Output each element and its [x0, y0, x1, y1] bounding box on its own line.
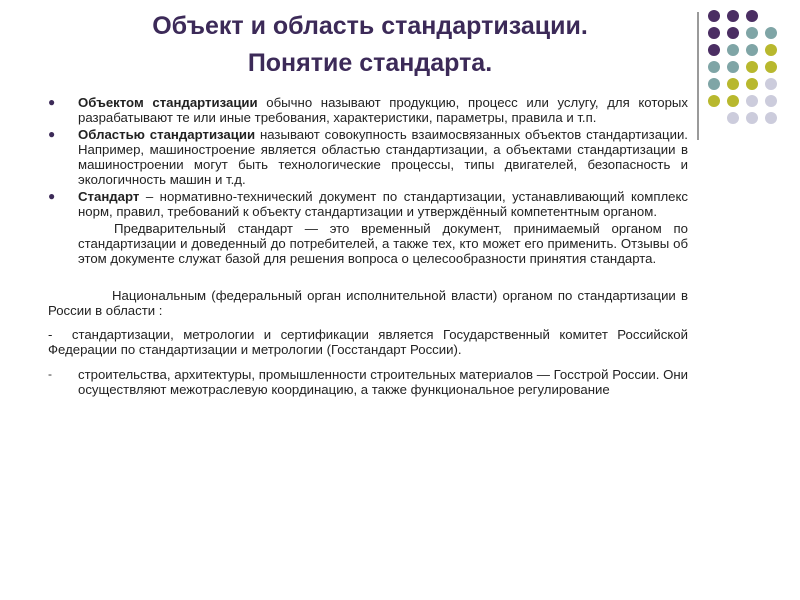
decorative-dot: [746, 112, 758, 124]
gosstroy-text: строительства, архитектуры, промышленности строительных материалов — Госстрой России. Они осуществляют межотраслевую координацию, а также функциональное регулирование: [78, 367, 688, 397]
definition-standard: – нормативно-технический документ по стандартизации, устанавливающий комплекс норм, правил, требований к объекту стандартизации и утверждённый компетентным органом.: [78, 189, 688, 219]
gosstandart-text: стандартизации, метрологии и сертификации является Государственный комитет Российской Федерации по стандартизации и метрологии (Госстандарт России).: [48, 327, 688, 357]
preliminary-standard-text: Предварительный стандарт — это временный документ, принимаемый органом по стандартизации и доведенный до потребителей, а также тех, кто может его применить. Отзывы об этом документе служат базой для решения вопроса о целесообразности принятия стандарта.: [78, 221, 688, 266]
decorative-dot: [746, 27, 758, 39]
decorative-dot: [727, 95, 739, 107]
decorative-dot: [765, 112, 777, 124]
decorative-dot: [746, 44, 758, 56]
decorative-dot: [708, 78, 720, 90]
decorative-dot: [765, 27, 777, 39]
bullet-icon: ●: [48, 189, 56, 203]
paragraph-national: [48, 288, 688, 318]
decorative-dot: [727, 44, 739, 56]
decorative-dot: [765, 61, 777, 73]
decorative-dot: [727, 78, 739, 90]
slide-content: [48, 95, 688, 397]
national-body-text: Национальным (федеральный орган исполнительной власти) органом по стандартизации в России в области :: [48, 288, 688, 318]
term-standard: Стандарт: [78, 189, 140, 204]
title-line-2: Понятие стандарта.: [247, 49, 493, 77]
decorative-dot: [708, 61, 720, 73]
paragraph-gosstroy: [48, 367, 688, 397]
decorative-dot: [727, 27, 739, 39]
slide-title: [60, 8, 680, 82]
definition-area: называют совокупность взаимосвязанных объектов стандартизации. Например, машиностроение является областью стандартизации, а объектами стандартизации в машиностроении могут быть технологические процессы, типы двигателей, безопасность и экологичность машин и т.д.: [78, 127, 688, 187]
decorative-dot-grid: [708, 10, 788, 130]
decorative-dot: [708, 10, 720, 22]
paragraph-object: [48, 95, 688, 125]
decorative-divider: [697, 12, 699, 140]
decorative-dot: [727, 10, 739, 22]
bullet-icon: ●: [48, 95, 56, 109]
decorative-dot: [708, 27, 720, 39]
definition-object: обычно называют продукцию, процесс или услугу, для которых разрабатывают те или иные требования, характеристики, параметры, правила и т.п.: [78, 95, 688, 125]
decorative-dot: [708, 95, 720, 107]
term-object: Объектом стандартизации: [78, 95, 258, 110]
decorative-dot: [708, 44, 720, 56]
decorative-dot: [746, 61, 758, 73]
paragraph-standard: [48, 189, 688, 219]
decorative-dot: [765, 44, 777, 56]
dash-marker: -: [48, 327, 53, 342]
decorative-dot: [765, 78, 777, 90]
decorative-dot: [765, 95, 777, 107]
decorative-dot: [746, 95, 758, 107]
paragraph-area: [48, 127, 688, 187]
dash-marker: -: [48, 367, 52, 381]
title-line-1: Объект и область стандартизации.: [152, 12, 588, 40]
decorative-dot: [727, 61, 739, 73]
decorative-dot: [746, 10, 758, 22]
paragraph-preliminary: [48, 221, 688, 266]
decorative-dot: [727, 112, 739, 124]
bullet-icon: ●: [48, 127, 56, 141]
term-area: Областью стандартизации: [78, 127, 256, 142]
paragraph-gosstandart: [48, 327, 688, 357]
decorative-dot: [746, 78, 758, 90]
